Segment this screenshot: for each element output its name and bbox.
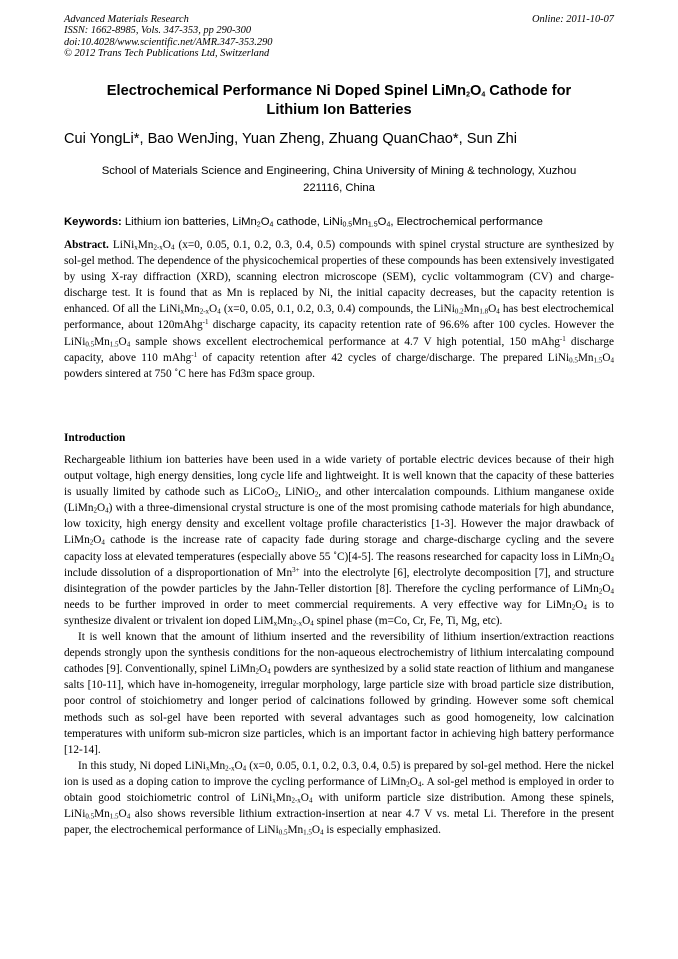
issn-line: ISSN: 1662-8985, Vols. 347-353, pp 290-300: [64, 25, 252, 37]
affiliation: School of Materials Science and Engineering, China University of Mining & technology, Xuzhou 221116, China: [101, 165, 577, 194]
abstract: Abstract. $LiNi_xMn_{2-x}O_4$ (x=0, 0.05, 0.1, 0.2, 0.3, 0.4, 0.5) compounds with spinel crystal structure are synthesized by sol-gel method. The dependence of the physicochemical properties of these compounds has been extensively investigated by using X-ray diffraction (XRD), scanning electron microscope (SEM), cyclic voltammogram (CV) and charge-discharge test. It is found that as Mn is replaced by Ni, the initial capacity decreases, but the capacity retention is enhanced. Of all the $LiNi_xMn_{2-x}O_4$ (x=0, 0.05, 0.1, 0.2, 0.3, 0.4) compounds, the $LiNi_{0.2}Mn_{1.8}O_4$ has best electrochemical performance, about 120mAhg$^{-1}$ discharge capacity, its capacity retention rate of 96.6% after 100 cycles. However the $LiNi_{0.5}Mn_{1.5}O_4$ sample shows excellent electrochemical performance at 4.7 V high potential, 150 mAhg$^{-1}$ discharge capacity, above 110 mAhg$^{-1}$ of capacity retention after 42 cycles of charge/discharge. The prepared $LiNi_{0.5}Mn_{1.5}O_4$ powders sintered at 750 ˚C here has Fd3m space group.: [64, 239, 615, 380]
intro-paragraph-1: Rechargeable lithium ion batteries have been used in a wide variety of portable electric devices because of their high output voltage, high energy densities, long cycle life and lightweight. It is well known that the capacity of these batteries is usually limited by cathode such as LiCoO$_2$, LiNiO$_2$, and other intercalation compounds. Lithium manganese oxide $(LiMn_2O_4)$ with a three-dimensional crystal structure is one of the most promising cathode materials for high abundance, low toxicity, high energy density and excellent voltage profile characteristics [1-3]. However the major drawback of $LiMn_2O_4$ cathode is the increase rate of capacity fade during storage and charge-discharge cycling and the severe capacity loss at elevated temperatures (especially above 55 ˚C)[4-5]. The reasons researched for capacity loss in $LiMn_2O_4$ include dissolution of a disproportionation of $Mn^{3+}$ into the electrolyte [6], electrolyte decomposition [7], and structure disintegration of the powder particles by the Jahn-Teller distortion [8]. Therefore the cycling performance of $LiMn_2O_4$ needs to be further improved in order to meet commercial requirements. A very effective way for $LiMn_2O_4$ is to synthesize divalent or trivalent ion doped $LiM_xMn_{2-x}O_4$ spinel phase (m=Co, Cr, Fe, Ti, Mg, etc).: [64, 454, 614, 628]
intro-paragraph-2: It is well known that the amount of lithium inserted and the reversibility of lithium insertion/extraction reactions depends strongly upon the synthesis conditions for the non-aqueous electrochemistry of lithium intercalating compound cathodes [9]. Conventionally, spinel $LiMn_2O_4$ powders are synthesized by a solid state reaction of lithium and manganese salts [10-11], which have in-homogeneity, irregular morphology, large particle size with broad particle size distribution, poor control of stoichiometry and longer period of calcinations followed by grinding. However some soft chemical methods such as sol-gel have been reported with several advantages such as good homogeneity, low calcination temperatures with uniform sub-micron size particles, which is an important factor in achieving high battery performance [12-14].: [64, 631, 614, 756]
introduction-body: [64, 452, 614, 838]
copyright-line: © 2012 Trans Tech Publications Ltd, Switzerland: [64, 48, 270, 60]
journal-name: Advanced Materials Research: [64, 14, 189, 25]
abstract-label: Abstract.: [64, 239, 109, 251]
online-date: Online: 2011-10-07: [531, 14, 614, 25]
doi-line[interactable]: doi:10.4028/www.scientific.net/AMR.347-353.290: [64, 36, 273, 48]
intro-paragraph-3: In this study, Ni doped $LiNi_xMn_{2-x}O_4$ (x=0, 0.05, 0.1, 0.2, 0.3, 0.4, 0.5) is prepared by sol-gel method. Here the nickel ion is used as a doping cation to improve the cycling performance of $LiMn_2O_4$. A sol-gel method is employed in order to obtain good stoichiometric control of $LiNi_xMn_{2-x}O_4$ with uniform particle size distribution. Among these spinels, $LiNi_{0.5}Mn_{1.5}O_4$ also shows reversible lithium extraction-insertion at near 4.7 V vs. metal Li. Therefore in the present paper, the electrochemical performance of $LiNi_{0.5}Mn_{1.5}O_4$ is especially emphasized.: [64, 759, 615, 837]
keywords-label: Keywords:: [64, 216, 122, 228]
paper-title: Electrochemical Performance Ni Doped Spinel $LiMn_2O_4$ Cathode for Lithium Ion Batteries: [106, 83, 572, 118]
journal-header: [64, 14, 614, 60]
keywords: Keywords: Lithium ion batteries, $LiMn_2O_4$ cathode, $LiNi_{0.5}Mn_{1.5}O_4$, Electrochemical performance: [64, 216, 543, 229]
introduction-heading: Introduction: [64, 432, 126, 444]
author-list: Cui YongLi*, Bao WenJing, Yuan Zheng, Zhuang QuanChao*, Sun Zhi: [64, 131, 518, 147]
